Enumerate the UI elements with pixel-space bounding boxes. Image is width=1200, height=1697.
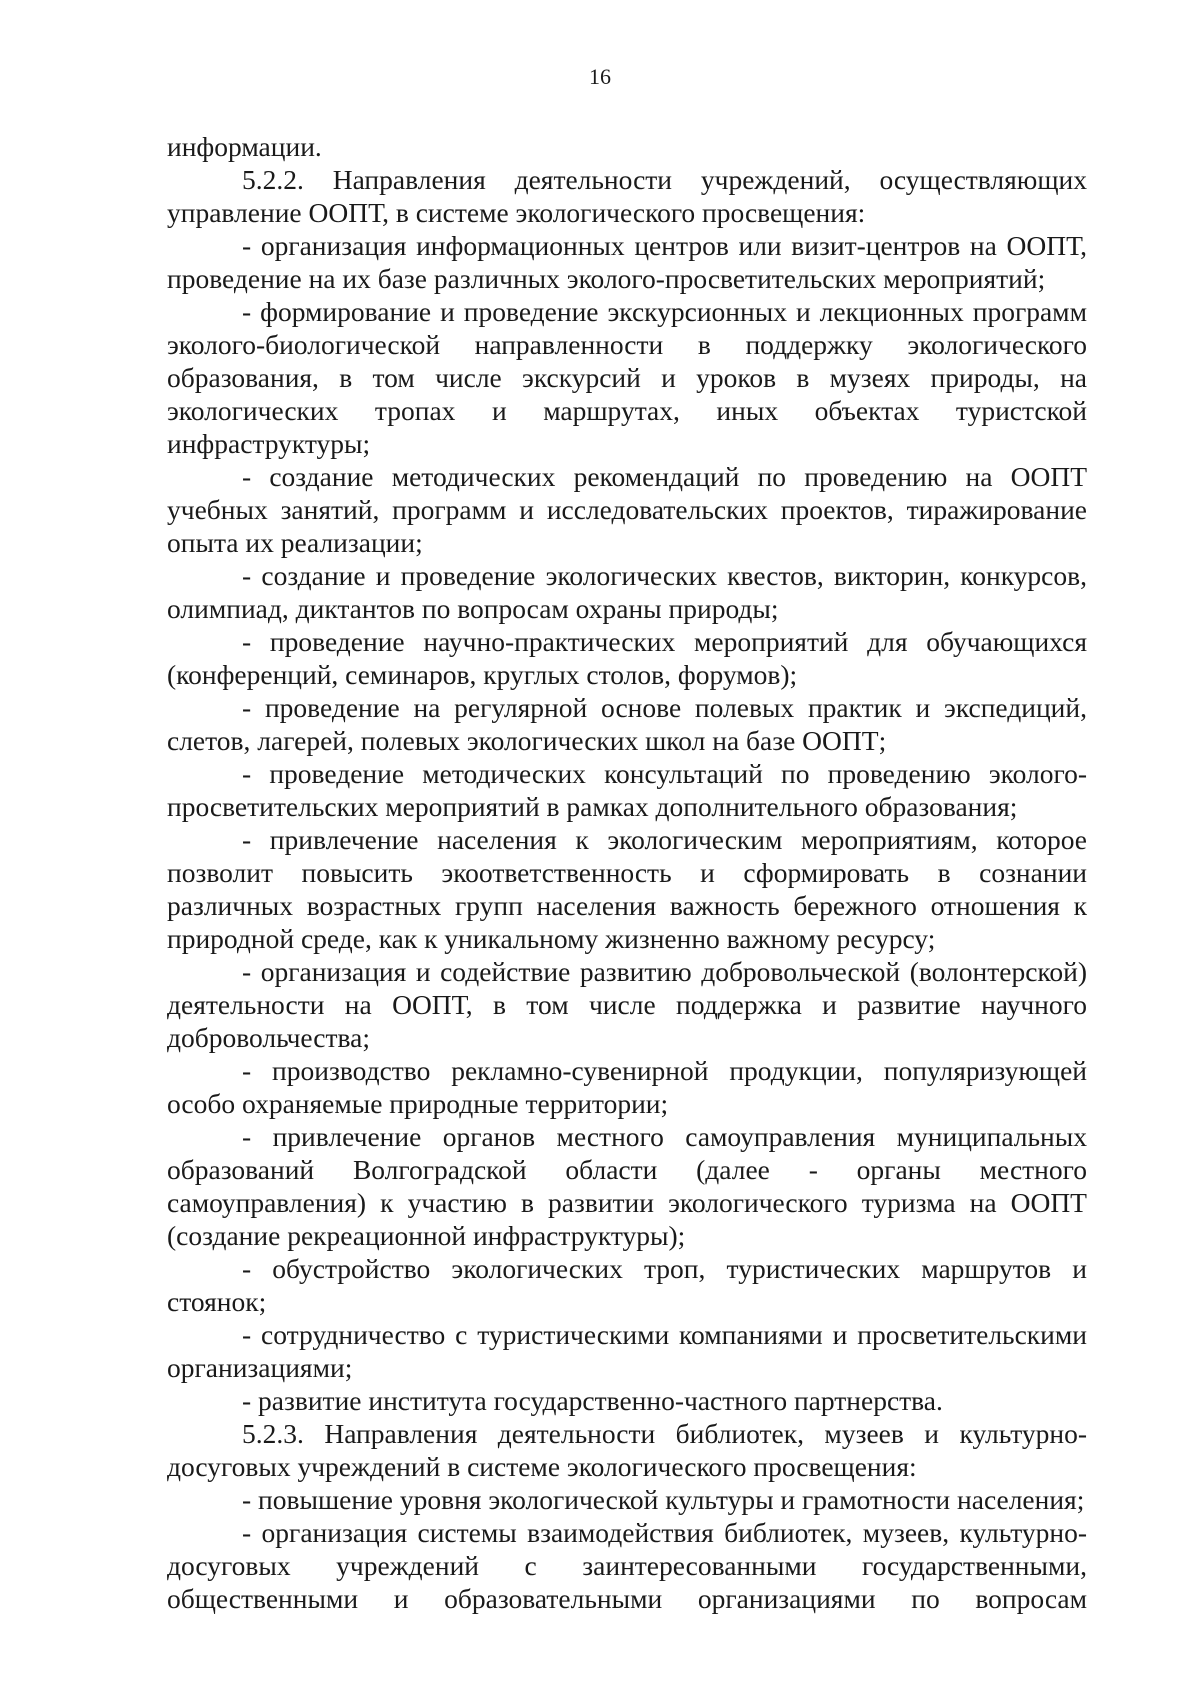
list-item: - привлечение органов местного самоуправления муниципальных образований Волгоградской области (далее - органы местного самоуправления) к участию в развитии экологического туризма на ООПТ (создание рекреационной инфраструктуры); [167, 1121, 1087, 1251]
list-item: - проведение на регулярной основе полевых практик и экспедиций, слетов, лагерей, полевых экологических школ на базе ООПТ; [167, 692, 1087, 756]
list-item: - создание методических рекомендаций по проведению на ООПТ учебных занятий, программ и исследовательских проектов, тиражирование опыта их реализации; [167, 461, 1087, 558]
list-item: - проведение научно-практических мероприятий для обучающихся (конференций, семинаров, круглых столов, форумов); [167, 626, 1087, 690]
list-item: - проведение методических консультаций по проведению эколого-просветительских мероприятий в рамках дополнительного образования; [167, 758, 1087, 822]
list-item: - развитие института государственно-частного партнерства. [242, 1385, 943, 1416]
page-number: 16 [589, 64, 611, 89]
list-item: - повышение уровня экологической культуры и грамотности населения; [242, 1484, 1085, 1515]
section-heading-5-2-2: 5.2.2. Направления деятельности учреждений, осуществляющих управление ООПТ, в системе экологического просвещения: [167, 164, 1087, 228]
list-item: - организация и содействие развитию добровольческой (волонтерской) деятельности на ООПТ, в том числе поддержка и развитие научного добровольчества; [167, 956, 1087, 1053]
list-item: - обустройство экологических троп, туристических маршрутов и стоянок; [167, 1253, 1087, 1317]
list-item: - сотрудничество с туристическими компаниями и просветительскими организациями; [167, 1319, 1087, 1383]
list-item: - создание и проведение экологических квестов, викторин, конкурсов, олимпиад, диктантов по вопросам охраны природы; [167, 560, 1087, 624]
list-item: - производство рекламно-сувенирной продукции, популяризующей особо охраняемые природные территории; [167, 1055, 1087, 1119]
list-item: - организация системы взаимодействия библиотек, музеев, культурно-досуговых учреждений с заинтересованными государственными, общественными и образовательными организациями по вопросам [167, 1517, 1087, 1614]
section-heading-5-2-3: 5.2.3. Направления деятельности библиотек, музеев и культурно-досуговых учреждений в системе экологического просвещения: [167, 1418, 1087, 1482]
list-item: - привлечение населения к экологическим мероприятиям, которое позволит повысить экоответственность и сформировать в сознании различных возрастных групп населения важность бережного отношения к природной среде, как к уникальному жизненно важному ресурсу; [167, 824, 1087, 954]
list-item: - формирование и проведение экскурсионных и лекционных программ эколого-биологической направленности в поддержку экологического образования, в том числе экскурсий и уроков в музеях природы, на экологических тропах и маршрутах, иных объектах туристской инфраструктуры; [167, 296, 1087, 459]
document-body [167, 130, 1087, 1615]
list-item: - организация информационных центров или визит-центров на ООПТ, проведение на их базе различных эколого-просветительских мероприятий; [167, 230, 1087, 294]
paragraph-continuation: информации. [167, 131, 322, 162]
